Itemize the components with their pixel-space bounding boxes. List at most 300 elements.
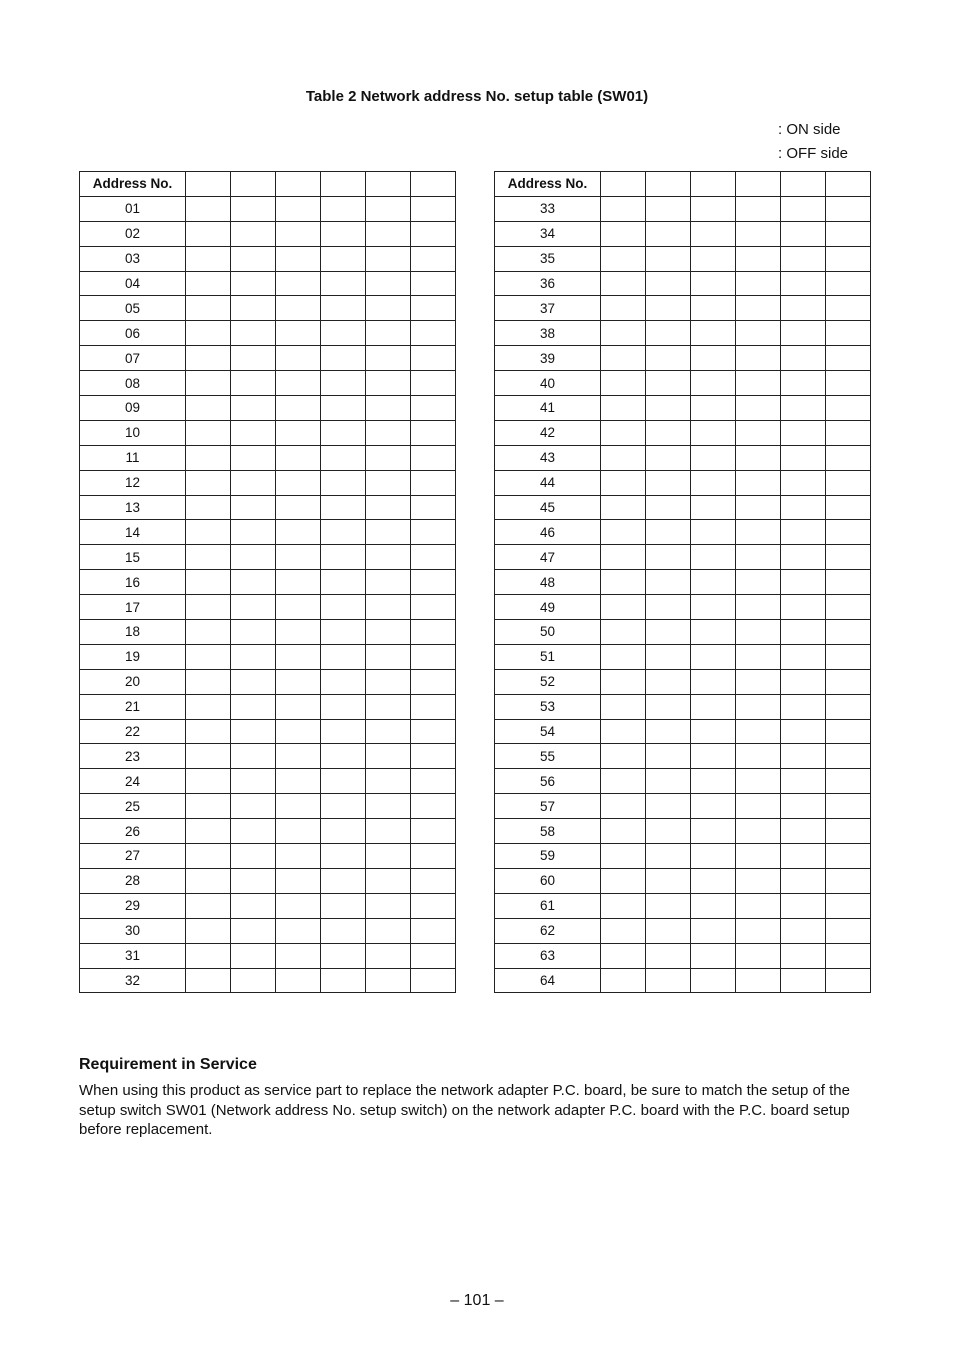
switch-cell <box>736 520 781 545</box>
table-row <box>80 296 456 321</box>
table-row <box>80 968 456 993</box>
switch-cell <box>601 396 646 421</box>
table-row <box>80 744 456 769</box>
table-row <box>495 445 871 470</box>
switch-cell <box>366 346 411 371</box>
switch-cell <box>691 196 736 221</box>
switch-cell <box>691 396 736 421</box>
switch-cell <box>231 595 276 620</box>
switch-cell <box>276 221 321 246</box>
table-row <box>80 918 456 943</box>
table-row <box>80 669 456 694</box>
switch-cell <box>411 868 456 893</box>
table-row <box>80 644 456 669</box>
switch-cell <box>826 196 871 221</box>
table-row <box>80 470 456 495</box>
switch-cell <box>366 246 411 271</box>
switch-cell <box>736 495 781 520</box>
table-row <box>80 495 456 520</box>
switch-cell <box>186 819 231 844</box>
switch-cell <box>601 520 646 545</box>
switch-cell <box>366 520 411 545</box>
switch-header-cell <box>826 172 871 197</box>
switch-cell <box>736 296 781 321</box>
table-row <box>495 595 871 620</box>
table-row <box>495 271 871 296</box>
switch-cell <box>186 918 231 943</box>
switch-cell <box>366 371 411 396</box>
address-no-cell: 61 <box>495 893 601 918</box>
switch-cell <box>321 296 366 321</box>
switch-cell <box>411 595 456 620</box>
switch-cell <box>276 694 321 719</box>
switch-cell <box>321 495 366 520</box>
switch-cell <box>826 445 871 470</box>
switch-cell <box>736 321 781 346</box>
switch-cell <box>366 221 411 246</box>
table-row <box>495 893 871 918</box>
table-row <box>80 445 456 470</box>
switch-header-cell <box>231 172 276 197</box>
switch-cell <box>411 794 456 819</box>
switch-cell <box>691 371 736 396</box>
address-no-cell: 04 <box>80 271 186 296</box>
address-no-cell: 37 <box>495 296 601 321</box>
address-no-cell: 25 <box>80 794 186 819</box>
switch-cell <box>411 396 456 421</box>
switch-cell <box>781 470 826 495</box>
address-no-cell: 17 <box>80 595 186 620</box>
address-no-cell: 08 <box>80 371 186 396</box>
switch-cell <box>691 794 736 819</box>
switch-cell <box>691 769 736 794</box>
switch-cell <box>276 321 321 346</box>
switch-cell <box>646 819 691 844</box>
switch-cell <box>781 221 826 246</box>
switch-cell <box>826 545 871 570</box>
switch-cell <box>691 644 736 669</box>
table-row <box>80 595 456 620</box>
switch-cell <box>736 545 781 570</box>
switch-cell <box>736 719 781 744</box>
address-no-cell: 46 <box>495 520 601 545</box>
switch-cell <box>691 669 736 694</box>
switch-cell <box>321 221 366 246</box>
switch-cell <box>736 470 781 495</box>
table-row <box>80 246 456 271</box>
switch-cell <box>411 719 456 744</box>
switch-cell <box>321 943 366 968</box>
switch-cell <box>321 769 366 794</box>
switch-cell <box>601 545 646 570</box>
switch-cell <box>186 420 231 445</box>
switch-cell <box>231 943 276 968</box>
switch-cell <box>646 396 691 421</box>
table-row <box>80 346 456 371</box>
switch-cell <box>601 844 646 869</box>
switch-cell <box>691 296 736 321</box>
switch-cell <box>601 221 646 246</box>
table-row <box>80 719 456 744</box>
switch-cell <box>186 296 231 321</box>
switch-cell <box>411 644 456 669</box>
address-table-right <box>494 171 871 993</box>
address-no-cell: 15 <box>80 545 186 570</box>
switch-cell <box>781 868 826 893</box>
switch-cell <box>366 321 411 346</box>
table-row <box>80 794 456 819</box>
switch-cell <box>646 968 691 993</box>
switch-cell <box>231 545 276 570</box>
switch-cell <box>601 246 646 271</box>
table-row <box>495 868 871 893</box>
switch-cell <box>321 893 366 918</box>
table-row <box>80 943 456 968</box>
switch-cell <box>186 968 231 993</box>
switch-cell <box>601 794 646 819</box>
switch-cell <box>276 744 321 769</box>
address-no-cell: 36 <box>495 271 601 296</box>
address-no-cell: 24 <box>80 769 186 794</box>
switch-cell <box>231 744 276 769</box>
switch-cell <box>736 595 781 620</box>
switch-cell <box>691 321 736 346</box>
switch-cell <box>736 346 781 371</box>
switch-cell <box>276 470 321 495</box>
switch-cell <box>231 620 276 645</box>
address-no-cell: 47 <box>495 545 601 570</box>
switch-header-cell <box>366 172 411 197</box>
address-no-cell: 19 <box>80 644 186 669</box>
address-no-cell: 55 <box>495 744 601 769</box>
switch-cell <box>646 669 691 694</box>
switch-cell <box>186 495 231 520</box>
switch-cell <box>781 520 826 545</box>
switch-cell <box>186 794 231 819</box>
table-row <box>80 271 456 296</box>
switch-cell <box>646 918 691 943</box>
switch-cell <box>736 570 781 595</box>
switch-cell <box>736 744 781 769</box>
switch-cell <box>736 620 781 645</box>
switch-cell <box>411 918 456 943</box>
legend-off-side: : OFF side <box>778 145 849 162</box>
switch-cell <box>826 819 871 844</box>
switch-cell <box>276 893 321 918</box>
switch-cell <box>231 296 276 321</box>
switch-cell <box>646 644 691 669</box>
address-no-cell: 38 <box>495 321 601 346</box>
address-no-cell: 03 <box>80 246 186 271</box>
switch-cell <box>186 221 231 246</box>
switch-cell <box>411 744 456 769</box>
switch-cell <box>321 445 366 470</box>
switch-cell <box>781 420 826 445</box>
switch-cell <box>276 371 321 396</box>
page-number: – 101 – <box>450 1292 504 1309</box>
switch-cell <box>366 271 411 296</box>
switch-cell <box>321 570 366 595</box>
address-no-cell: 30 <box>80 918 186 943</box>
switch-cell <box>736 794 781 819</box>
address-no-cell: 64 <box>495 968 601 993</box>
switch-cell <box>231 246 276 271</box>
switch-cell <box>366 396 411 421</box>
switch-cell <box>231 420 276 445</box>
address-no-cell: 14 <box>80 520 186 545</box>
switch-cell <box>826 296 871 321</box>
switch-cell <box>366 868 411 893</box>
table-row <box>80 844 456 869</box>
switch-cell <box>781 271 826 296</box>
switch-cell <box>321 520 366 545</box>
address-no-cell: 16 <box>80 570 186 595</box>
switch-cell <box>646 470 691 495</box>
table-row <box>495 968 871 993</box>
table-row <box>495 744 871 769</box>
switch-header-cell <box>186 172 231 197</box>
switch-cell <box>231 819 276 844</box>
switch-cell <box>826 844 871 869</box>
table-row <box>80 769 456 794</box>
switch-cell <box>276 420 321 445</box>
switch-cell <box>826 396 871 421</box>
switch-cell <box>646 719 691 744</box>
switch-cell <box>601 769 646 794</box>
address-no-cell: 06 <box>80 321 186 346</box>
switch-cell <box>276 545 321 570</box>
switch-cell <box>231 470 276 495</box>
switch-cell <box>411 570 456 595</box>
switch-cell <box>601 819 646 844</box>
switch-cell <box>321 346 366 371</box>
switch-cell <box>411 445 456 470</box>
switch-cell <box>411 968 456 993</box>
switch-cell <box>186 570 231 595</box>
table-row <box>495 371 871 396</box>
table-row <box>80 545 456 570</box>
address-no-cell: 51 <box>495 644 601 669</box>
switch-cell <box>601 719 646 744</box>
switch-cell <box>826 470 871 495</box>
switch-cell <box>691 819 736 844</box>
switch-cell <box>736 396 781 421</box>
address-no-cell: 01 <box>80 196 186 221</box>
switch-cell <box>781 744 826 769</box>
switch-cell <box>321 196 366 221</box>
switch-cell <box>826 371 871 396</box>
switch-cell <box>366 769 411 794</box>
switch-cell <box>601 296 646 321</box>
switch-cell <box>321 470 366 495</box>
switch-cell <box>366 844 411 869</box>
switch-cell <box>781 694 826 719</box>
switch-cell <box>826 595 871 620</box>
switch-cell <box>826 271 871 296</box>
switch-cell <box>826 893 871 918</box>
table-row <box>495 918 871 943</box>
switch-cell <box>231 669 276 694</box>
switch-cell <box>646 196 691 221</box>
switch-cell <box>691 570 736 595</box>
address-no-cell: 23 <box>80 744 186 769</box>
switch-cell <box>366 495 411 520</box>
switch-cell <box>601 595 646 620</box>
switch-cell <box>646 346 691 371</box>
switch-cell <box>186 271 231 296</box>
table-row <box>495 719 871 744</box>
switch-cell <box>736 694 781 719</box>
switch-cell <box>366 669 411 694</box>
switch-cell <box>231 968 276 993</box>
switch-cell <box>276 669 321 694</box>
table-row <box>495 943 871 968</box>
switch-cell <box>601 620 646 645</box>
switch-header-cell <box>411 172 456 197</box>
table-row <box>80 396 456 421</box>
switch-cell <box>646 620 691 645</box>
switch-cell <box>321 545 366 570</box>
switch-cell <box>276 719 321 744</box>
switch-cell <box>601 943 646 968</box>
switch-cell <box>366 570 411 595</box>
switch-cell <box>691 346 736 371</box>
switch-cell <box>276 819 321 844</box>
switch-cell <box>276 520 321 545</box>
switch-cell <box>826 520 871 545</box>
legend-on-side: : ON side <box>778 121 841 138</box>
switch-cell <box>781 844 826 869</box>
switch-cell <box>691 420 736 445</box>
switch-cell <box>781 396 826 421</box>
switch-cell <box>826 495 871 520</box>
switch-cell <box>826 246 871 271</box>
switch-cell <box>826 719 871 744</box>
switch-cell <box>276 271 321 296</box>
switch-cell <box>411 819 456 844</box>
table-row <box>495 246 871 271</box>
switch-cell <box>366 794 411 819</box>
switch-cell <box>276 943 321 968</box>
switch-cell <box>366 644 411 669</box>
switch-cell <box>321 669 366 694</box>
switch-cell <box>276 296 321 321</box>
switch-cell <box>646 943 691 968</box>
switch-cell <box>411 371 456 396</box>
table-row <box>495 470 871 495</box>
switch-cell <box>601 371 646 396</box>
switch-cell <box>691 719 736 744</box>
table-row <box>495 794 871 819</box>
switch-cell <box>736 644 781 669</box>
table-row <box>495 321 871 346</box>
switch-cell <box>646 769 691 794</box>
switch-cell <box>366 296 411 321</box>
switch-cell <box>321 794 366 819</box>
table-row <box>80 819 456 844</box>
switch-cell <box>186 470 231 495</box>
switch-cell <box>321 918 366 943</box>
switch-header-cell <box>601 172 646 197</box>
address-table-left <box>79 171 456 993</box>
switch-cell <box>321 844 366 869</box>
switch-cell <box>411 495 456 520</box>
address-no-cell: 02 <box>80 221 186 246</box>
switch-header-cell <box>691 172 736 197</box>
switch-cell <box>736 420 781 445</box>
switch-cell <box>601 918 646 943</box>
switch-cell <box>186 321 231 346</box>
switch-cell <box>186 943 231 968</box>
switch-cell <box>276 196 321 221</box>
switch-cell <box>231 396 276 421</box>
switch-cell <box>411 221 456 246</box>
switch-cell <box>826 744 871 769</box>
switch-cell <box>231 918 276 943</box>
switch-cell <box>321 371 366 396</box>
switch-cell <box>646 296 691 321</box>
table-row <box>80 371 456 396</box>
address-no-header: Address No. <box>80 172 186 197</box>
switch-cell <box>186 445 231 470</box>
switch-cell <box>691 595 736 620</box>
switch-cell <box>186 868 231 893</box>
address-no-cell: 13 <box>80 495 186 520</box>
switch-cell <box>781 769 826 794</box>
switch-header-cell <box>736 172 781 197</box>
switch-cell <box>231 346 276 371</box>
switch-cell <box>231 570 276 595</box>
requirement-body: When using this product as service part to replace the network adapter P.C. board, be sure to match the setup of the setup switch SW01 (Network address No. setup switch) on the network adapter P.C. board with the P.C. board setup before replacement. <box>79 1082 850 1138</box>
switch-cell <box>276 968 321 993</box>
switch-cell <box>601 346 646 371</box>
switch-cell <box>736 246 781 271</box>
switch-cell <box>646 495 691 520</box>
switch-cell <box>646 595 691 620</box>
table-row <box>495 196 871 221</box>
address-no-cell: 62 <box>495 918 601 943</box>
switch-cell <box>186 396 231 421</box>
switch-cell <box>366 620 411 645</box>
table-row <box>495 694 871 719</box>
switch-cell <box>186 595 231 620</box>
switch-cell <box>366 968 411 993</box>
switch-cell <box>781 943 826 968</box>
switch-cell <box>736 669 781 694</box>
address-no-cell: 29 <box>80 893 186 918</box>
switch-cell <box>366 694 411 719</box>
switch-cell <box>276 769 321 794</box>
switch-cell <box>231 196 276 221</box>
switch-cell <box>411 669 456 694</box>
address-no-cell: 12 <box>80 470 186 495</box>
address-no-cell: 33 <box>495 196 601 221</box>
switch-cell <box>646 893 691 918</box>
switch-cell <box>321 819 366 844</box>
switch-cell <box>411 420 456 445</box>
switch-cell <box>411 769 456 794</box>
switch-cell <box>186 371 231 396</box>
switch-header-cell <box>276 172 321 197</box>
switch-cell <box>231 221 276 246</box>
address-no-cell: 44 <box>495 470 601 495</box>
switch-cell <box>826 620 871 645</box>
switch-cell <box>276 570 321 595</box>
switch-cell <box>736 968 781 993</box>
switch-cell <box>781 321 826 346</box>
switch-cell <box>601 868 646 893</box>
switch-cell <box>781 371 826 396</box>
